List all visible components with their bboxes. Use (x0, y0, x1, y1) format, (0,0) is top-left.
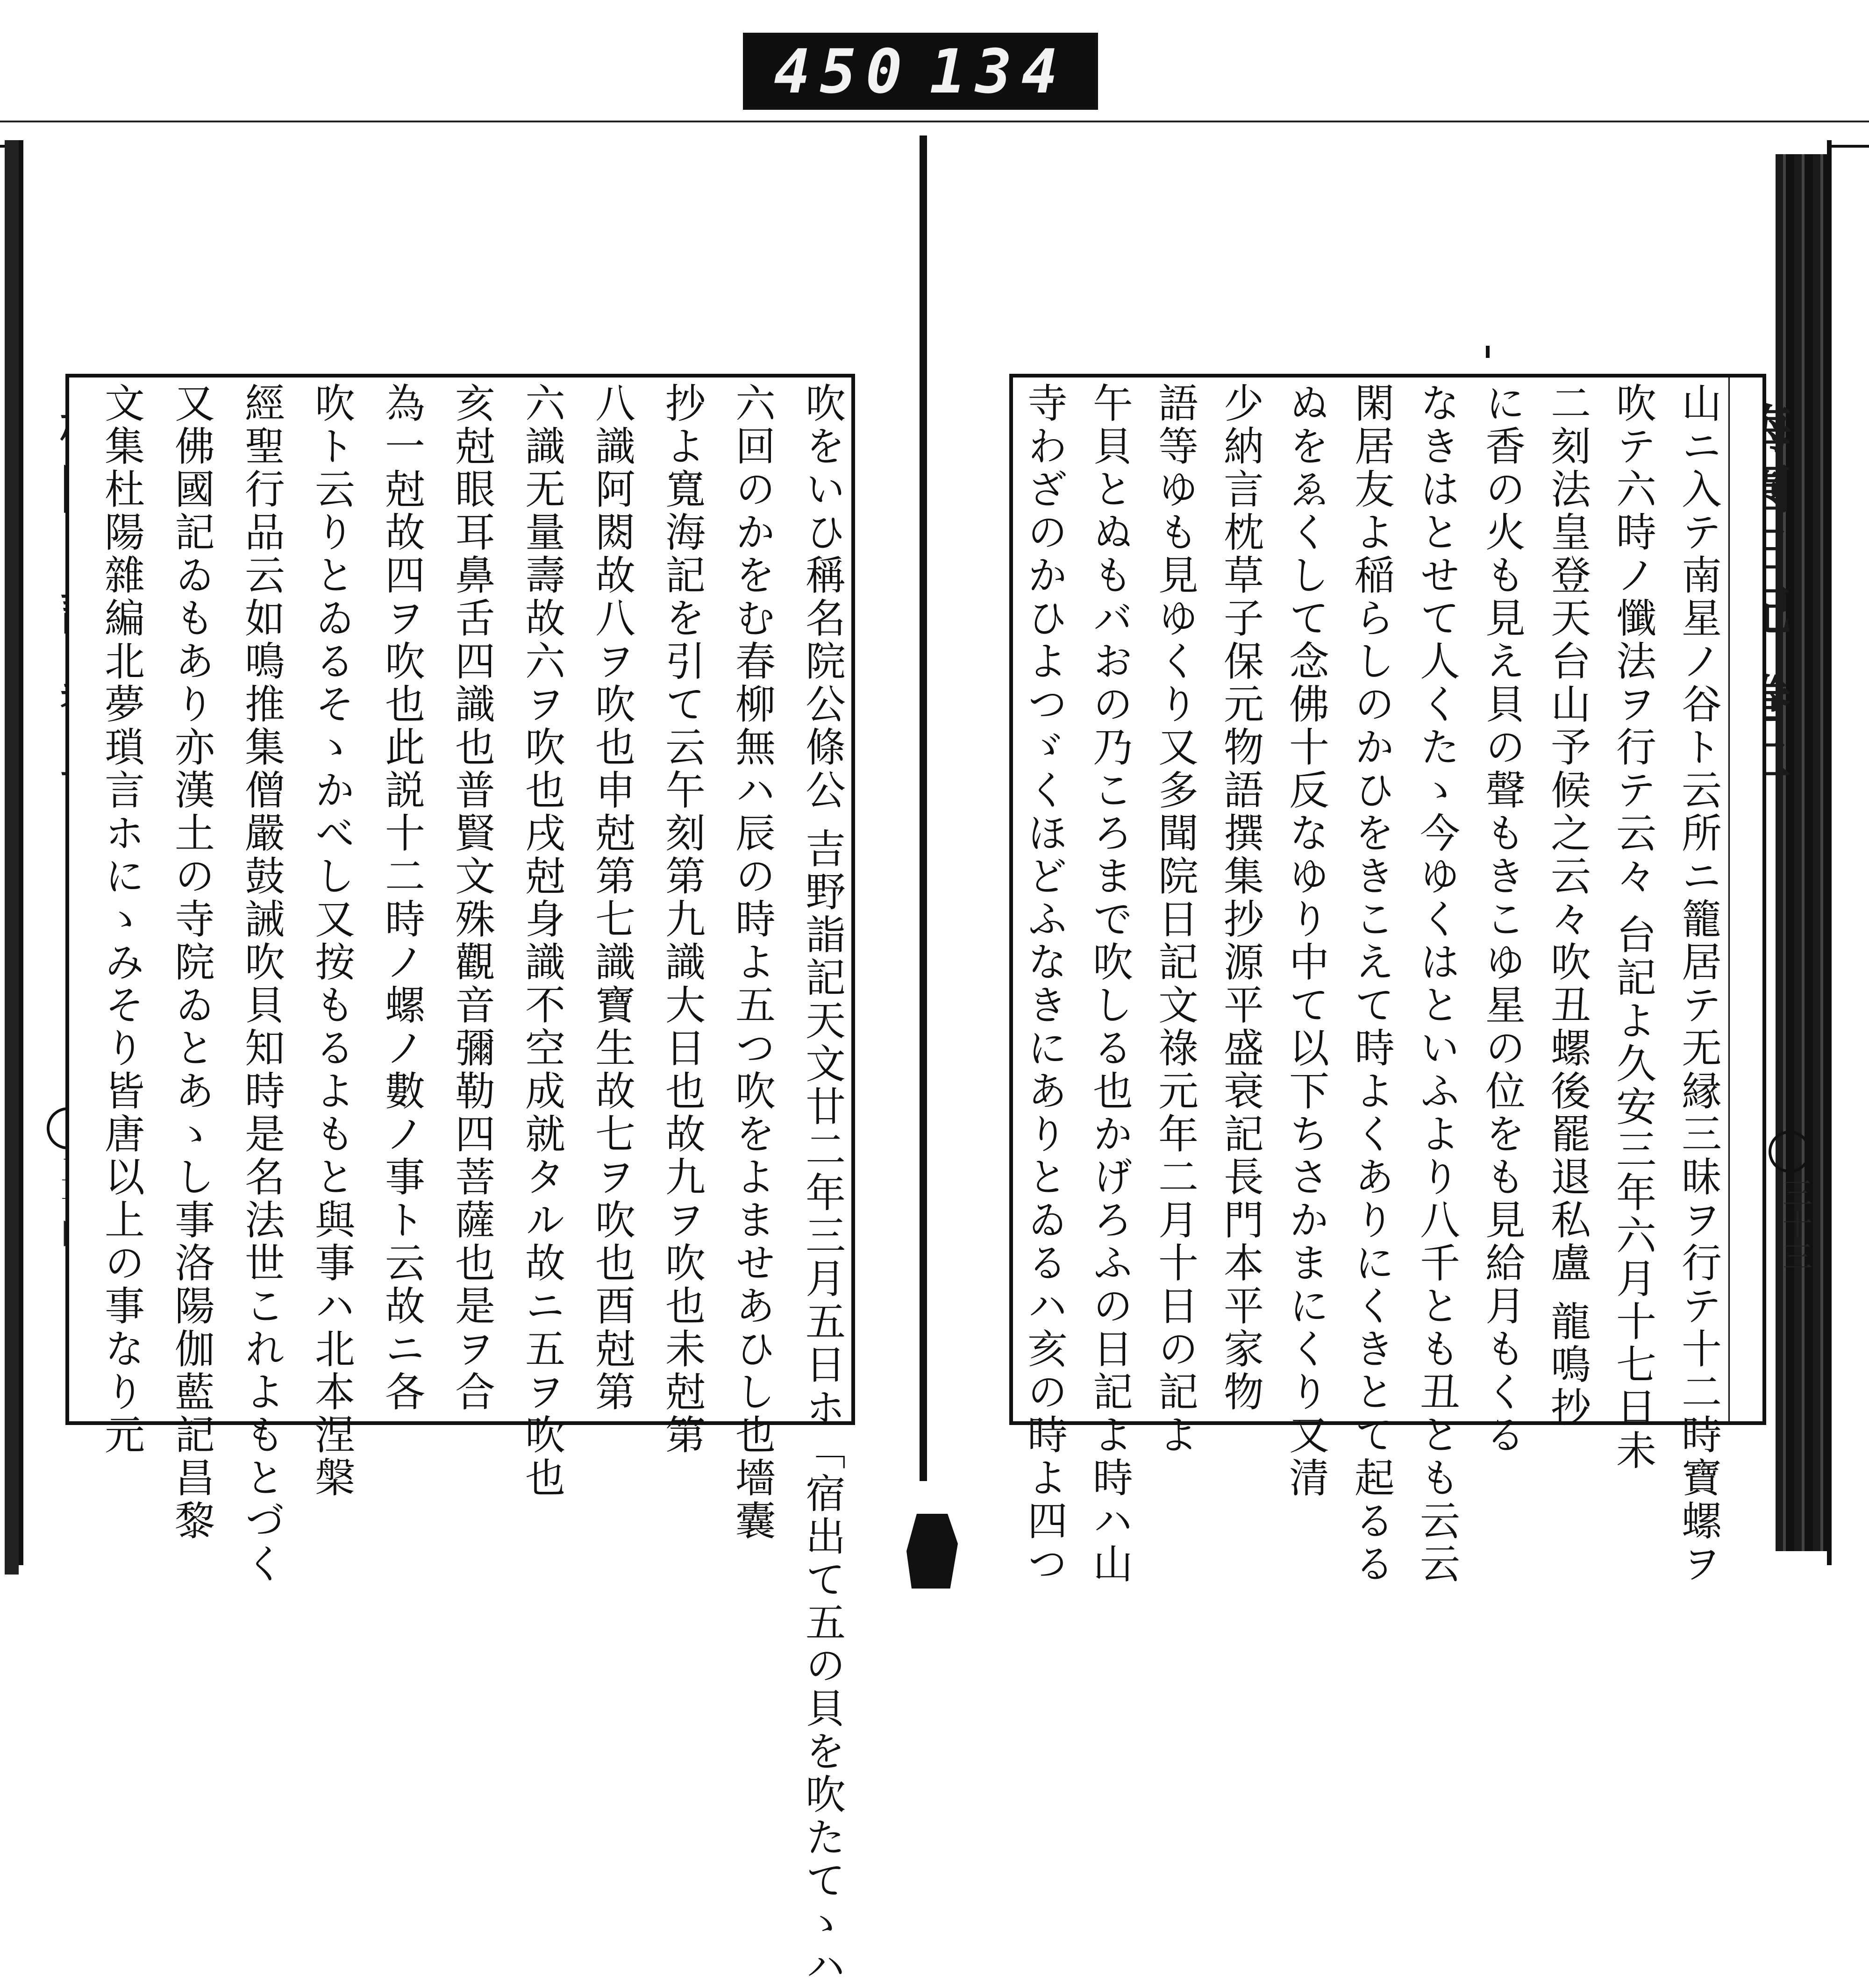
right-text-column: 山ニ入テ南星ノ谷ト云所ニ籠居テ无縁三昧ヲ行テ十二時寶螺ヲ (1675, 382, 1721, 1586)
right-text-column: 午貝とぬもバおの乃ころまで吹しる也かげろふの日記よ時ハ山 (1086, 382, 1133, 1586)
left-text-column: 為一尅故四ヲ吹也此説十二時ノ螺ノ數ノ事ト云故ニ各 (378, 382, 425, 1414)
right-text-column: 二刻法皇登天台山予候之云々吹丑螺後罷退私盧 龍鳴抄 (1544, 382, 1591, 1430)
right-page-number: 三十三 (1777, 1177, 1812, 1273)
left-text-column: 又佛國記ゐもあり亦漢土の寺院ゐとあゝし事洛陽伽藍記昌黎 (168, 382, 214, 1543)
left-text-column: 八識阿閦故八ヲ吹也申尅第七識寶生故七ヲ吹也酉尅第 (588, 382, 635, 1414)
left-text-column: 亥尅眼耳鼻舌四識也普賢文殊觀音彌勒四菩薩也是ヲ合 (448, 382, 495, 1414)
right-text-column: 語等ゆも見ゆくり又多聞院日記文祿元年二月十日の記よ (1151, 382, 1198, 1457)
right-text-column: 少納言枕草子保元物語撰集抄源平盛衰記長門本平家物 (1217, 382, 1263, 1414)
right-text-column: 寺わざのかひよつゞくほどふなきにありとゐるハ亥の時よ四つ (1020, 382, 1067, 1586)
right-text-frame (1009, 374, 1766, 1586)
left-text-column: 抄よ寬海記を引て云午刻第九識大日也故九ヲ吹也未尅第 (658, 382, 705, 1457)
right-spine-edge (1776, 154, 1832, 1551)
right-page-number-circle (1769, 1131, 1811, 1173)
left-text-column: 六識无量壽故六ヲ吹也戌尅身識不空成就タル故ニ五ヲ吹也 (518, 382, 565, 1500)
left-text-column: 吹をいひ稱名院公條公 吉野詣記天文廿二年三月五日ホ「宿出て五の貝を吹たてゝハ (799, 382, 845, 1988)
left-text-column: 經聖行品云如鳴推集僧嚴鼓誡吹貝知時是名法世これよもとづく (238, 382, 285, 1586)
top-binding-rule (0, 121, 1869, 122)
center-gutter (920, 135, 927, 1481)
left-text-frame (65, 374, 855, 1988)
left-text-column: 六回のかをむ春柳無ハ辰の時よ五つ吹をよませあひし也墻囊 (728, 382, 775, 1543)
ink-speck (1486, 346, 1490, 358)
gutter-clip (906, 1514, 958, 1589)
frame-inner-rule (1728, 378, 1730, 1421)
right-text-column: に香の火も見え貝の聲もきこゆ星の位をも見給月もくる (1478, 382, 1525, 1457)
right-text-column: なきはとせて人くたゝ今ゆくはといふより八千とも丑とも云云 (1413, 382, 1460, 1586)
left-text-column: 吹ト云りとゐるそゝかべし又按もるよもと與事ハ北本涅槃 (308, 382, 355, 1500)
right-text-column: 閑居友よ稲らしのかひをきこえて時よくありにくきとて起るる (1348, 382, 1394, 1586)
counter-right-number: 134 (929, 36, 1067, 107)
right-text-column: ぬをゑくして念佛十反なゆり中て以下ちさかまにくり又清 (1282, 382, 1329, 1500)
frame-counter-plate (743, 33, 1098, 110)
left-spine-edge (5, 140, 19, 1575)
counter-left-number: 450 (774, 36, 912, 107)
right-text-column: 吹テ六時ノ懺法ヲ行テ云々 台記よ久安三年六月十七日未 (1609, 382, 1656, 1473)
left-text-column: 文集杜陽雜編北夢瑣言ホにゝみそり皆唐以上の事なり元 (98, 382, 144, 1457)
